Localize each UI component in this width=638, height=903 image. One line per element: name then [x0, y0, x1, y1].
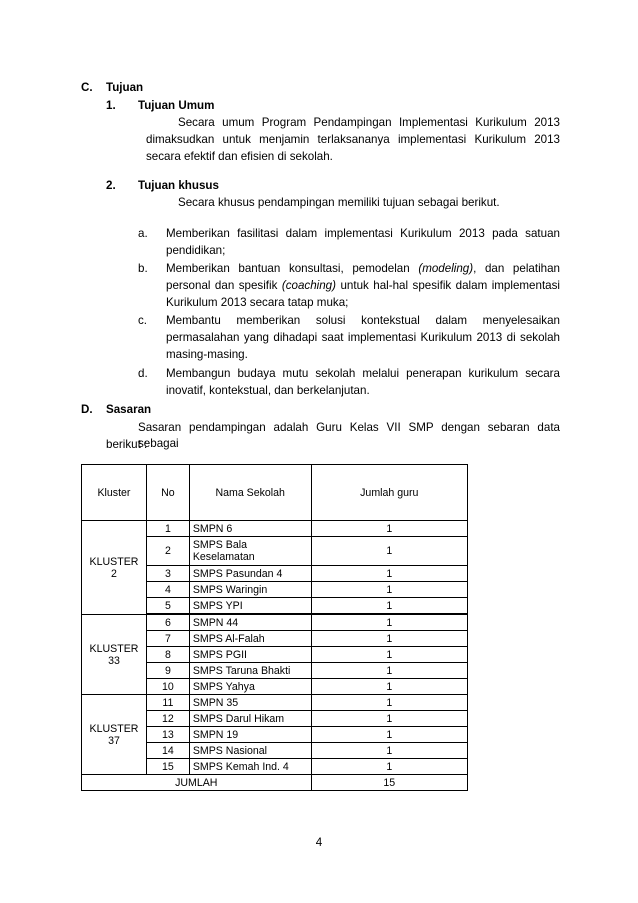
cell-name: SMPS Pasundan 4	[189, 566, 311, 582]
cell-count: 1	[311, 615, 467, 631]
cell-no: 15	[146, 759, 189, 775]
cell-no: 9	[146, 663, 189, 679]
cell-no: 3	[146, 566, 189, 582]
sub2-number: 2.	[106, 179, 116, 192]
cell-name: SMPN 6	[189, 521, 311, 537]
item-b-line-1-post: , dan pelatihan	[473, 262, 560, 275]
item-d-letter: d.	[138, 367, 148, 380]
cell-name: SMPS PGII	[189, 647, 311, 663]
header-nama-sekolah: Nama Sekolah	[189, 465, 311, 521]
table-header-row	[82, 465, 468, 521]
cell-name: SMPS Bala Keselamatan	[189, 537, 311, 566]
cell-no: 5	[146, 598, 189, 614]
cell-name: SMPS Darul Hikam	[189, 711, 311, 727]
total-label: JUMLAH	[82, 775, 312, 791]
section-d-line-1: Sasaran pendampingan adalah Guru Kelas VII SMP dengan sebaran data sebagai	[138, 421, 560, 450]
cell-no: 2	[146, 537, 189, 566]
page-number: 4	[315, 836, 323, 849]
section-c-letter: C.	[81, 81, 93, 94]
cell-name: SMPS Taruna Bhakti	[189, 663, 311, 679]
cell-name: SMPN 44	[189, 615, 311, 631]
cell-name: SMPN 19	[189, 727, 311, 743]
cell-no: 13	[146, 727, 189, 743]
sub1-number: 1.	[106, 99, 116, 112]
cluster-label: KLUSTER 37	[82, 695, 147, 775]
section-d-heading: Sasaran	[106, 403, 152, 416]
cell-no: 12	[146, 711, 189, 727]
total-value: 15	[311, 775, 467, 791]
cell-no: 4	[146, 582, 189, 598]
item-a-line-2: pendidikan;	[166, 244, 226, 257]
cell-count: 1	[311, 582, 467, 598]
cell-count: 1	[311, 711, 467, 727]
item-b-line-1-em: (modeling)	[418, 262, 474, 275]
item-b-line-3: Kurikulum 2013 secara tatap muka;	[166, 296, 349, 309]
item-c-line-3: masing-masing.	[166, 348, 248, 361]
cell-no: 1	[146, 521, 189, 537]
header-jumlah-guru: Jumlah guru	[311, 465, 467, 521]
sub1-line-3: secara efektif dan efisien di sekolah.	[146, 150, 333, 163]
item-c-line-1: Membantu memberikan solusi kontekstual dalam menyelesaikan	[166, 314, 560, 327]
sub2-heading: Tujuan khusus	[138, 179, 219, 192]
table-row	[82, 695, 468, 711]
school-table	[81, 464, 468, 791]
cell-count: 1	[311, 537, 467, 566]
cell-name: SMPS Waringin	[189, 582, 311, 598]
cell-count: 1	[311, 598, 467, 614]
cell-count: 1	[311, 631, 467, 647]
item-b-line-2-pre: personal dan spesifik	[166, 279, 282, 292]
cell-name: SMPS Al-Falah	[189, 631, 311, 647]
cell-no: 11	[146, 695, 189, 711]
item-b-letter: b.	[138, 262, 148, 275]
item-b-line-2	[166, 278, 560, 294]
cell-count: 1	[311, 759, 467, 775]
item-c-letter: c.	[138, 314, 148, 327]
cell-name: SMPS Yahya	[189, 679, 311, 695]
cell-name: SMPS YPI	[189, 598, 311, 614]
cell-name: SMPS Nasional	[189, 743, 311, 759]
section-d-line-2: berikut :	[106, 438, 148, 451]
sub1-line-2: dimaksudkan untuk menjamin terlaksananya implementasi Kurikulum 2013	[146, 133, 560, 146]
cluster-label: KLUSTER 33	[82, 615, 147, 695]
cell-count: 1	[311, 663, 467, 679]
table-total-row	[82, 775, 468, 791]
sub1-heading: Tujuan Umum	[138, 99, 215, 112]
item-b-line-1-pre: Memberikan bantuan konsultasi, pemodelan	[166, 262, 419, 275]
section-c-heading: Tujuan	[106, 81, 144, 94]
item-b-line-2-post: untuk hal-hal spesifik dalam implementasi	[336, 279, 560, 292]
cell-no: 14	[146, 743, 189, 759]
item-a-line-1: Memberikan fasilitasi dalam implementasi Kurikulum 2013 pada satuan	[166, 227, 560, 240]
sub1-line-1: Secara umum Program Pendampingan Implementasi Kurikulum 2013	[178, 116, 560, 129]
table-row	[82, 521, 468, 537]
cell-count: 1	[311, 743, 467, 759]
header-kluster: Kluster	[82, 465, 147, 521]
cluster-label: KLUSTER 2	[82, 521, 147, 615]
sub2-intro: Secara khusus pendampingan memiliki tujuan sebagai berikut.	[178, 196, 500, 209]
cell-no: 7	[146, 631, 189, 647]
item-d-line-1: Membangun budaya mutu sekolah melalui penerapan kurikulum secara	[166, 367, 560, 380]
item-d-line-2: inovatif, kontekstual, dan berkelanjutan.	[166, 384, 370, 397]
cell-name: SMPS Kemah Ind. 4	[189, 759, 311, 775]
cell-count: 1	[311, 679, 467, 695]
cell-no: 6	[146, 615, 189, 631]
cell-no: 8	[146, 647, 189, 663]
cell-count: 1	[311, 566, 467, 582]
cell-no: 10	[146, 679, 189, 695]
cell-name: SMPN 35	[189, 695, 311, 711]
cell-count: 1	[311, 647, 467, 663]
item-b-line-2-em: (coaching)	[281, 279, 336, 292]
header-no: No	[146, 465, 189, 521]
section-d-letter: D.	[81, 403, 93, 416]
cell-count: 1	[311, 695, 467, 711]
item-a-letter: a.	[138, 227, 148, 240]
item-c-line-2: permasalahan yang dihadapi saat implementasi Kurikulum 2013 di sekolah	[166, 331, 560, 344]
cell-count: 1	[311, 727, 467, 743]
item-b-line-1	[166, 261, 560, 277]
table-row	[82, 615, 468, 631]
cell-count: 1	[311, 521, 467, 537]
